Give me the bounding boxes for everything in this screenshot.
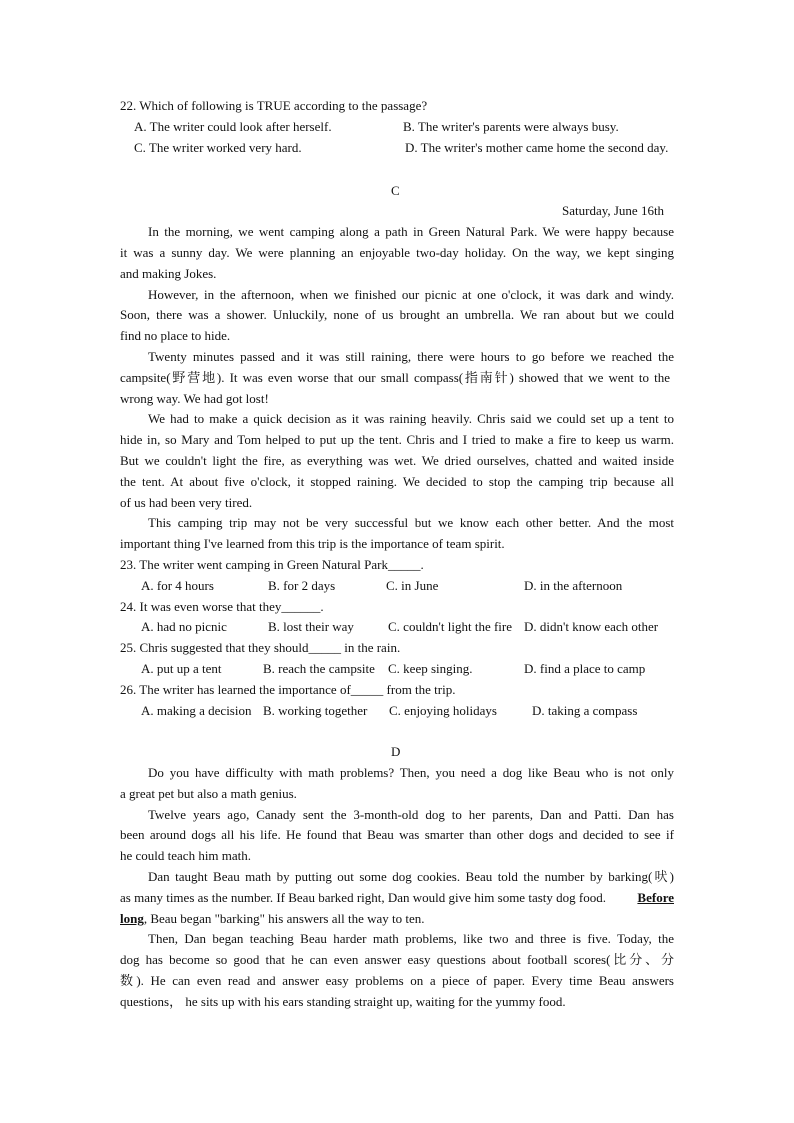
passage-c-line: This camping trip may not be very successful but we know each other better. And the most (148, 515, 674, 530)
passage-c-line: it was a sunny day. We were planning an enjoyable two-day holiday. On the way, we kept singing (120, 245, 674, 260)
q23-option-c: C. in June (386, 578, 439, 593)
q25-option-a: A. put up a tent (141, 661, 222, 676)
passage-c-line: Twenty minutes passed and it was still raining, there were hours to go before we reached the (148, 349, 674, 364)
q23-option-d: D. in the afternoon (524, 578, 623, 593)
q24-option-d: D. didn't know each other (524, 619, 659, 634)
q24-option-b: B. lost their way (268, 619, 354, 634)
passage-c-line: However, in the afternoon, when we finished our picnic at one o'clock, it was dark and windy. (148, 287, 674, 302)
highlighted-phrase-long: long (120, 911, 144, 926)
passage-c-line: the tent. At about five o'clock, it stopped raining. We decided to stop the camping trip because all (120, 474, 674, 489)
q25-option-c: C. keep singing. (388, 661, 473, 676)
q25-option-b: B. reach the campsite (263, 661, 375, 676)
q26-option-d: D. taking a compass (532, 703, 638, 718)
passage-d-line: Then, Dan began teaching Beau harder math problems, like two and three is five. Today, the (148, 931, 674, 946)
q26-stem: 26. The writer has learned the importance of_____ from the trip. (120, 682, 456, 697)
q22-option-d: D. The writer's mother came home the second day. (405, 140, 669, 155)
highlighted-phrase-before: Before (637, 890, 674, 905)
passage-d-line: a great pet but also a math genius. (120, 786, 297, 801)
section-d-heading: D (391, 744, 401, 759)
passage-d-line: 数). He can even read and answer easy problems on a piece of paper. Every time Beau answers (120, 973, 674, 988)
q26-option-b: B. working together (263, 703, 368, 718)
q24-option-c: C. couldn't light the fire (388, 619, 513, 634)
q25-stem: 25. Chris suggested that they should_____ in the rain. (120, 640, 401, 655)
section-c-date: Saturday, June 16th (562, 203, 665, 218)
passage-c-line: and making Jokes. (120, 266, 217, 281)
passage-c-line: We had to make a quick decision as it was raining heavily. Chris said we could set up a tent to (148, 411, 674, 426)
passage-d-line (120, 911, 425, 926)
passage-c-line: important thing I've learned from this trip is the importance of team spirit. (120, 536, 505, 551)
passage-d-text: as many times as the number. If Beau barked right, Dan would give him some tasty dog food. (120, 890, 606, 905)
q23-option-a: A. for 4 hours (141, 578, 214, 593)
passage-d-line: Dan taught Beau math by putting out some dog cookies. Beau told the number by barking(吠) (148, 869, 674, 884)
passage-d-line: been around dogs all his life. He found that Beau was smarter than other dogs and decided to see if (120, 827, 674, 842)
q22-option-c: C. The writer worked very hard. (134, 140, 302, 155)
passage-d-line: dog has become so good that he can even answer easy questions about football scores(比分、分 (120, 952, 674, 967)
passage-c-line: campsite(野营地). It was even worse that our small compass(指南针) showed that we went to the (120, 370, 670, 385)
q22-option-b: B. The writer's parents were always busy. (403, 119, 619, 134)
passage-d-text: , Beau began "barking" his answers all the way to ten. (143, 911, 425, 926)
q26-option-c: C. enjoying holidays (389, 703, 497, 718)
q25-option-d: D. find a place to camp (524, 661, 646, 676)
q23-option-b: B. for 2 days (268, 578, 336, 593)
q22-option-a: A. The writer could look after herself. (134, 119, 332, 134)
passage-c-line: wrong way. We had got lost! (120, 391, 269, 406)
q24-stem: 24. It was even worse that they______. (120, 599, 324, 614)
q23-stem: 23. The writer went camping in Green Natural Park_____. (120, 557, 424, 572)
passage-c-line: find no place to hide. (120, 328, 231, 343)
passage-c-line: of us had been very tired. (120, 495, 253, 510)
passage-c-line: Soon, there was a shower. Unluckily, none of us brought an umbrella. We ran about but we could (120, 307, 674, 322)
passage-d-line: he could teach him math. (120, 848, 252, 863)
section-c-heading: C (391, 183, 400, 198)
passage-d-line: questions， he sits up with his ears standing straight up, waiting for the yummy food. (120, 994, 566, 1009)
q24-option-a: A. had no picnic (141, 619, 227, 634)
passage-d-line: Do you have difficulty with math problems? Then, you need a dog like Beau who is not only (148, 765, 674, 780)
passage-d-line: Twelve years ago, Canady sent the 3-month-old dog to her parents, Dan and Patti. Dan has (148, 807, 674, 822)
passage-c-line: hide in, so Mary and Tom helped to put up the tent. Chris and I tried to make a fire to keep us warm. (120, 432, 674, 447)
q22-stem: 22. Which of following is TRUE according to the passage? (120, 98, 428, 113)
q26-option-a: A. making a decision (141, 703, 252, 718)
passage-d-line (120, 890, 674, 905)
passage-c-line: In the morning, we went camping along a path in Green Natural Park. We were happy because (148, 224, 674, 239)
passage-c-line: But we couldn't light the fire, as everything was wet. We dried ourselves, chatted and waited inside (120, 453, 674, 468)
